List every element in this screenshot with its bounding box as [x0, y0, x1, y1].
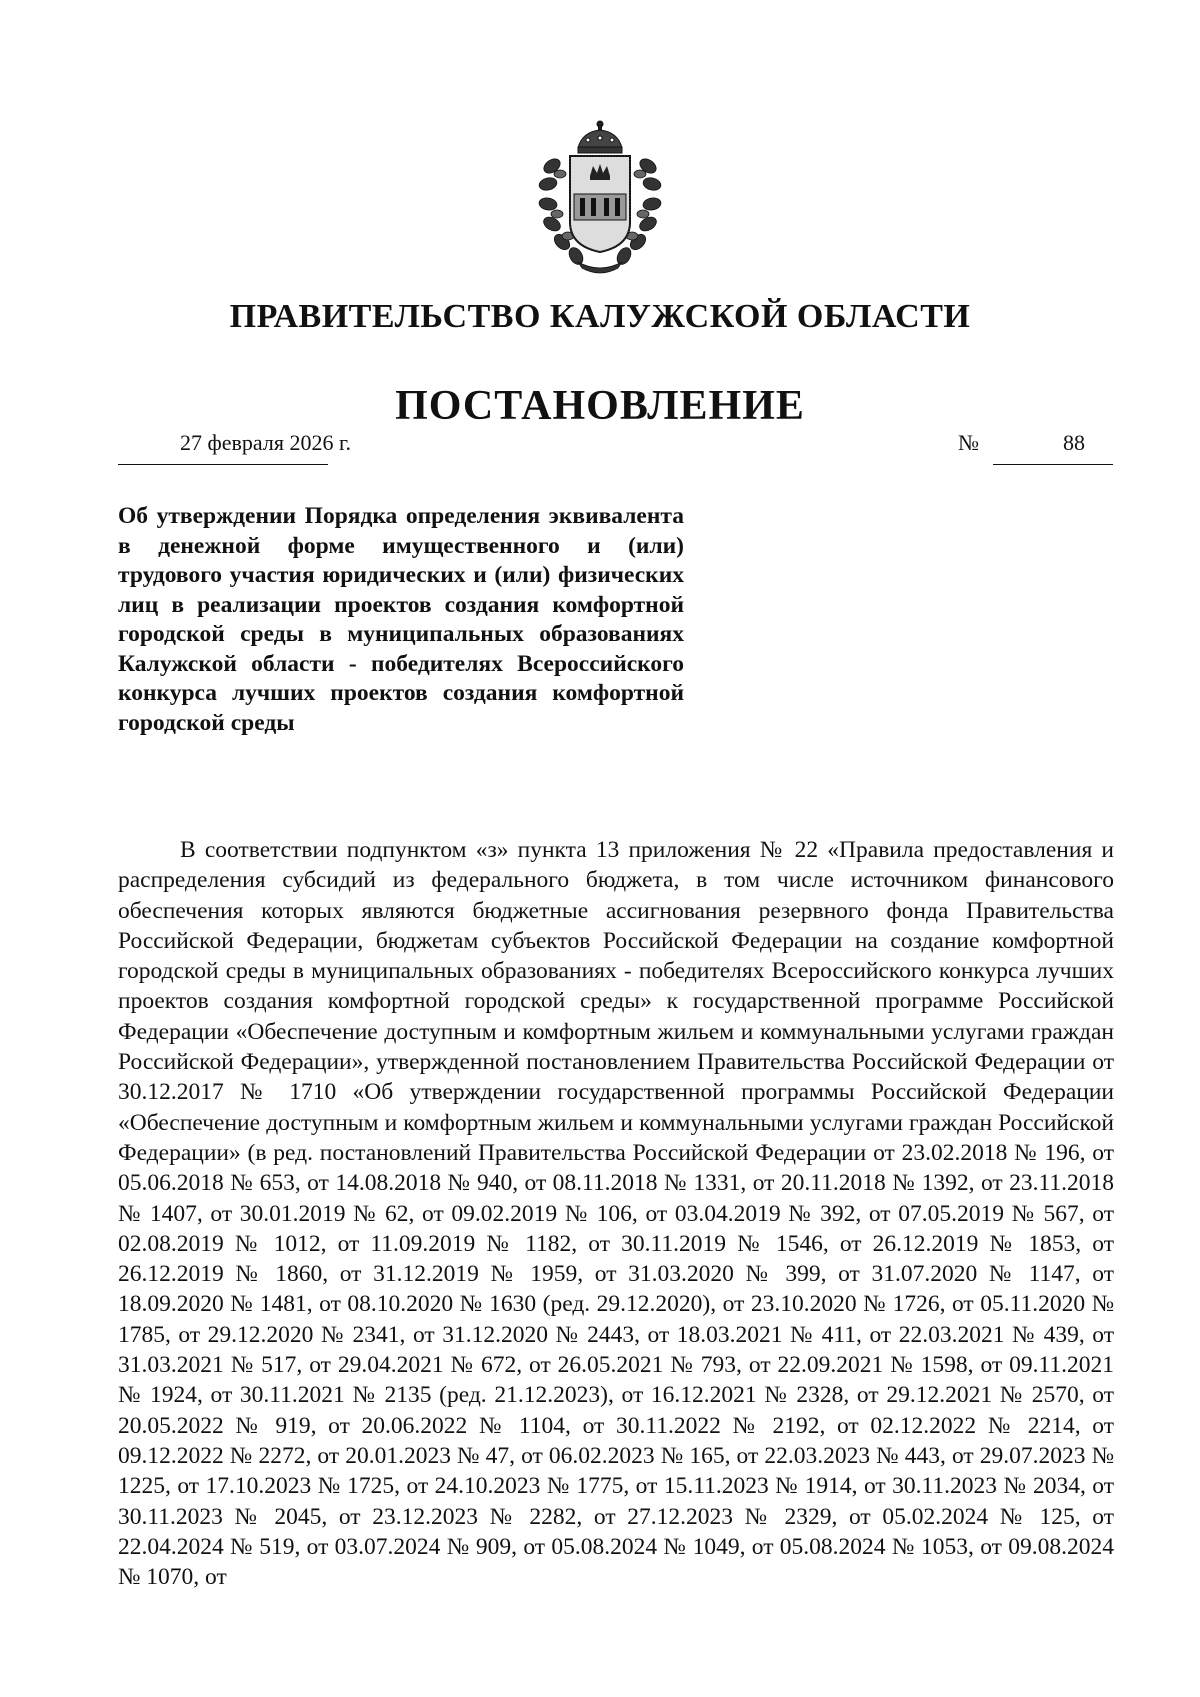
- document-title: Об утверждении Порядка определения эквивалента в денежной форме имущественного и (или) трудового участия юридических и (или) физических лиц в реализации проектов создания комфортной городской среды в муниципальных образованиях Калужской области - победителях Всероссийского конкурса лучших проектов создания комфортной городской среды: [118, 503, 684, 736]
- number-underline: [993, 426, 1113, 465]
- document-date: 27 февраля 2026 г.: [180, 430, 352, 455]
- coat-of-arms-icon: [538, 118, 662, 274]
- number-sign: №: [958, 430, 979, 455]
- document-body-paragraph: В соответствии подпунктом «з» пункта 13 приложения № 22 «Правила предоставления и распределения субсидий из федерального бюджета, в том числе источником финансового обеспечения которых являются бюджетные ассигнования резервного фонда Правительства Российской Федерации, бюджетам субъектов Российской Федерации на создание комфортной городской среды в муниципальных образованиях - победителях Всероссийского конкурса лучших проектов создания комфортной городской среды» к государственной программе Российской Федерации «Обеспечение доступным и комфортным жильем и коммунальными услугами граждан Российской Федерации», утвержденной постановлением Правительства Российской Федерации от 30.12.2017 № 1710 «Об утверждении государственной программы Российской Федерации «Обеспечение доступным и комфортным жильем и коммунальными услугами граждан Российской Федерации» (в ред. постановлений Правительства Российской Федерации от 23.02.2018 № 196, от 05.06.2018 № 653, от 14.08.2018 № 940, от 08.11.2018 № 1331, от 20.11.2018 № 1392, от 23.11.2018 № 1407, от 30.01.2019 № 62, от 09.02.2019 № 106, от 03.04.2019 № 392, от 07.05.2019 № 567, от 02.08.2019 № 1012, от 11.09.2019 № 1182, от 30.11.2019 № 1546, от 26.12.2019 № 1853, от 26.12.2019 № 1860, от 31.12.2019 № 1959, от 31.03.2020 № 399, от 31.07.2020 № 1147, от 18.09.2020 № 1481, от 08.10.2020 № 1630 (ред. 29.12.2020), от 23.10.2020 № 1726, от 05.11.2020 № 1785, от 29.12.2020 № 2341, от 31.12.2020 № 2443, от 18.03.2021 № 411, от 22.03.2021 № 439, от 31.03.2021 № 517, от 29.04.2021 № 672, от 26.05.2021 № 793, от 22.09.2021 № 1598, от 09.11.2021 № 1924, от 30.11.2021 № 2135 (ред. 21.12.2023), от 16.12.2021 № 2328, от 29.12.2021 № 2570, от 20.05.2022 № 919, от 20.06.2022 № 1104, от 30.11.2022 № 2192, от 02.12.2022 № 2214, от 09.12.2022 № 2272, от 20.01.2023 № 47, от 06.02.2023 № 165, от 22.03.2023 № 443, от 29.07.2023 № 1225, от 17.10.2023 № 1725, от 24.10.2023 № 1775, от 15.11.2023 № 1914, от 30.11.2023 № 2034, от 30.11.2023 № 2045, от 23.12.2023 № 2282, от 27.12.2023 № 2329, от 05.02.2024 № 125, от 22.04.2024 № 519, от 03.07.2024 № 909, от 05.08.2024 № 1049, от 05.08.2024 № 1053, от 09.08.2024 № 1070, от: [118, 837, 1114, 1591]
- document-type-heading: ПОСТАНОВЛЕНИЕ: [395, 383, 805, 429]
- government-name: ПРАВИТЕЛЬСТВО КАЛУЖСКОЙ ОБЛАСТИ: [229, 298, 971, 335]
- document-number: 88: [1063, 430, 1085, 455]
